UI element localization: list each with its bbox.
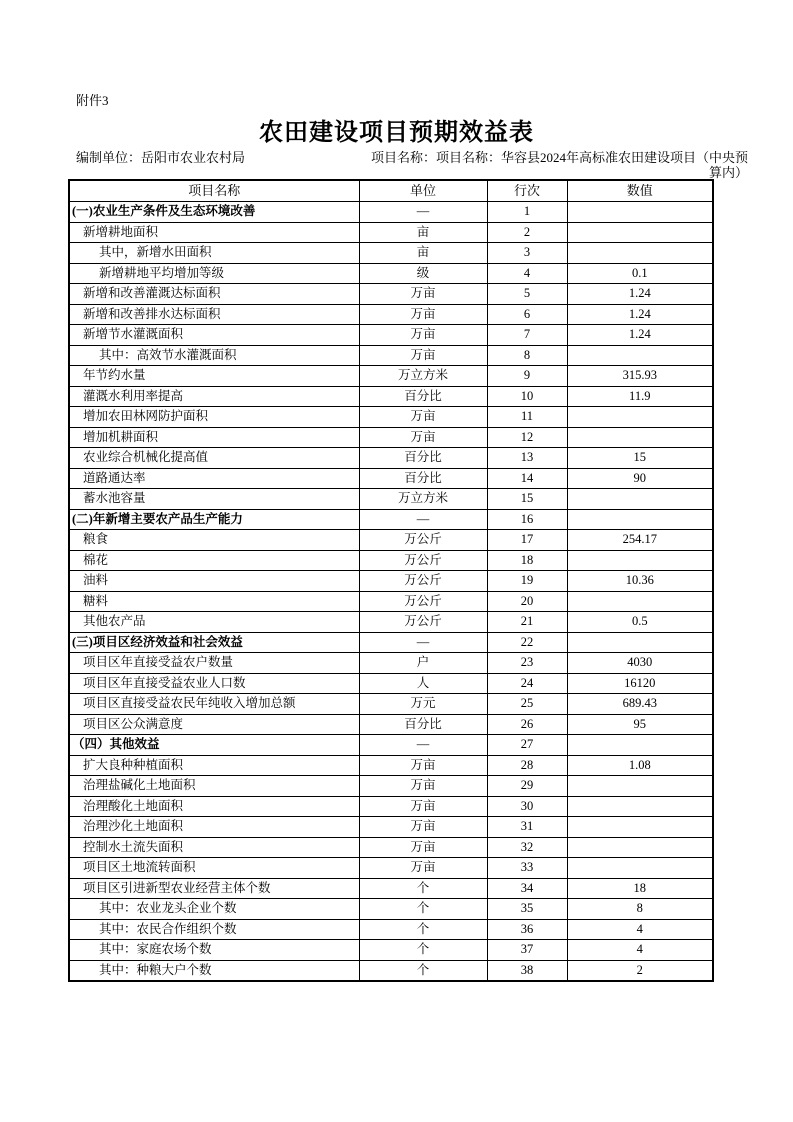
table-row (69, 509, 713, 530)
line-number-cell: 17 (487, 530, 567, 551)
unit-cell: 万亩 (359, 776, 487, 797)
table-row (69, 694, 713, 715)
table-row (69, 899, 713, 920)
value-cell (567, 632, 713, 653)
value-cell: 4 (567, 940, 713, 961)
line-number-cell: 33 (487, 858, 567, 879)
unit-cell: 万亩 (359, 755, 487, 776)
table-row (69, 755, 713, 776)
item-name-cell: 控制水土流失面积 (69, 837, 359, 858)
value-cell: 2 (567, 960, 713, 981)
col-header-value: 数值 (567, 180, 713, 202)
value-cell: 15 (567, 448, 713, 469)
item-name-cell: 糖料 (69, 591, 359, 612)
table-row (69, 878, 713, 899)
line-number-cell: 37 (487, 940, 567, 961)
item-name-cell: 项目区年直接受益农户数量 (69, 653, 359, 674)
item-name-cell: 新增耕地面积 (69, 222, 359, 243)
value-cell: 95 (567, 714, 713, 735)
unit-cell: — (359, 509, 487, 530)
table-row (69, 735, 713, 756)
col-header-line-number: 行次 (487, 180, 567, 202)
item-name-cell: 粮食 (69, 530, 359, 551)
value-cell: 1.24 (567, 325, 713, 346)
unit-cell: 百分比 (359, 468, 487, 489)
item-name-cell: 项目区年直接受益农业人口数 (69, 673, 359, 694)
table-row (69, 222, 713, 243)
line-number-cell: 11 (487, 407, 567, 428)
item-name-cell: 项目区引进新型农业经营主体个数 (69, 878, 359, 899)
unit-cell: 万元 (359, 694, 487, 715)
value-cell: 1.24 (567, 284, 713, 305)
table-row (69, 591, 713, 612)
col-header-item-name: 项目名称 (69, 180, 359, 202)
line-number-cell: 23 (487, 653, 567, 674)
value-cell: 16120 (567, 673, 713, 694)
table-row (69, 919, 713, 940)
unit-cell: 万亩 (359, 407, 487, 428)
value-cell: 254.17 (567, 530, 713, 551)
item-name-cell: 其中：家庭农场个数 (69, 940, 359, 961)
table-row (69, 345, 713, 366)
value-cell (567, 550, 713, 571)
item-name-cell: 治理盐碱化土地面积 (69, 776, 359, 797)
line-number-cell: 10 (487, 386, 567, 407)
item-name-cell: 治理酸化土地面积 (69, 796, 359, 817)
line-number-cell: 14 (487, 468, 567, 489)
item-name-cell: 增加机耕面积 (69, 427, 359, 448)
item-name-cell: 其中：高效节水灌溉面积 (69, 345, 359, 366)
unit-cell: 万公斤 (359, 571, 487, 592)
unit-cell: 万亩 (359, 858, 487, 879)
value-cell (567, 837, 713, 858)
project-name-line-1: 项目名称：项目名称：华容县2024年高标准农田建设项目（中央预 (370, 150, 748, 165)
value-cell (567, 202, 713, 223)
table-row (69, 612, 713, 633)
item-name-cell: 油料 (69, 571, 359, 592)
item-name-cell: 新增和改善灌溉达标面积 (69, 284, 359, 305)
item-name-cell: 新增耕地平均增加等级 (69, 263, 359, 284)
unit-cell: 个 (359, 899, 487, 920)
value-cell (567, 345, 713, 366)
value-cell (567, 243, 713, 264)
line-number-cell: 18 (487, 550, 567, 571)
line-number-cell: 25 (487, 694, 567, 715)
table-row (69, 653, 713, 674)
item-name-cell: 新增节水灌溉面积 (69, 325, 359, 346)
item-name-cell: (三)项目区经济效益和社会效益 (69, 632, 359, 653)
item-name-cell: 棉花 (69, 550, 359, 571)
value-cell: 18 (567, 878, 713, 899)
item-name-cell: 扩大良种种植面积 (69, 755, 359, 776)
table-row (69, 263, 713, 284)
unit-cell: 万公斤 (359, 530, 487, 551)
table-row (69, 530, 713, 551)
value-cell (567, 222, 713, 243)
value-cell (567, 858, 713, 879)
table-row (69, 448, 713, 469)
benefit-table (68, 179, 714, 982)
value-cell (567, 817, 713, 838)
item-name-cell: 其中：农民合作组织个数 (69, 919, 359, 940)
value-cell: 0.1 (567, 263, 713, 284)
line-number-cell: 20 (487, 591, 567, 612)
unit-cell: 百分比 (359, 448, 487, 469)
unit-cell: 级 (359, 263, 487, 284)
value-cell (567, 427, 713, 448)
page-title: 农田建设项目预期效益表 (259, 120, 534, 146)
line-number-cell: 5 (487, 284, 567, 305)
value-cell (567, 591, 713, 612)
line-number-cell: 16 (487, 509, 567, 530)
table-row (69, 632, 713, 653)
value-cell: 10.36 (567, 571, 713, 592)
unit-cell: 万立方米 (359, 489, 487, 510)
unit-cell: 万公斤 (359, 612, 487, 633)
item-name-cell: 项目区公众满意度 (69, 714, 359, 735)
item-name-cell: 灌溉水利用率提高 (69, 386, 359, 407)
unit-cell: 个 (359, 960, 487, 981)
unit-cell: 万亩 (359, 837, 487, 858)
value-cell: 1.08 (567, 755, 713, 776)
table-row (69, 714, 713, 735)
line-number-cell: 30 (487, 796, 567, 817)
unit-cell: 人 (359, 673, 487, 694)
value-cell (567, 407, 713, 428)
unit-cell: 万亩 (359, 345, 487, 366)
value-cell: 0.5 (567, 612, 713, 633)
table-row (69, 858, 713, 879)
table-row (69, 427, 713, 448)
value-cell: 4 (567, 919, 713, 940)
value-cell: 11.9 (567, 386, 713, 407)
item-name-cell: 其中，新增水田面积 (69, 243, 359, 264)
item-name-cell: (二)年新增主要农产品生产能力 (69, 509, 359, 530)
line-number-cell: 24 (487, 673, 567, 694)
value-cell: 90 (567, 468, 713, 489)
item-name-cell: 道路通达率 (69, 468, 359, 489)
line-number-cell: 29 (487, 776, 567, 797)
table-row (69, 325, 713, 346)
line-number-cell: 8 (487, 345, 567, 366)
unit-cell: — (359, 202, 487, 223)
table-row (69, 940, 713, 961)
unit-cell: 万公斤 (359, 591, 487, 612)
unit-cell: 万亩 (359, 427, 487, 448)
value-cell: 1.24 (567, 304, 713, 325)
line-number-cell: 6 (487, 304, 567, 325)
unit-cell: — (359, 632, 487, 653)
item-name-cell: 新增和改善排水达标面积 (69, 304, 359, 325)
item-name-cell: 农业综合机械化提高值 (69, 448, 359, 469)
line-number-cell: 26 (487, 714, 567, 735)
line-number-cell: 31 (487, 817, 567, 838)
unit-cell: 万亩 (359, 284, 487, 305)
line-number-cell: 1 (487, 202, 567, 223)
item-name-cell: 其中：种粮大户个数 (69, 960, 359, 981)
value-cell: 8 (567, 899, 713, 920)
unit-cell: 百分比 (359, 714, 487, 735)
table-row (69, 284, 713, 305)
line-number-cell: 15 (487, 489, 567, 510)
value-cell (567, 489, 713, 510)
item-name-cell: 年节约水量 (69, 366, 359, 387)
table-row (69, 202, 713, 223)
line-number-cell: 34 (487, 878, 567, 899)
table-row (69, 776, 713, 797)
line-number-cell: 35 (487, 899, 567, 920)
table-row (69, 489, 713, 510)
unit-cell: 亩 (359, 243, 487, 264)
unit-cell: — (359, 735, 487, 756)
meta-row (76, 151, 748, 180)
line-number-cell: 22 (487, 632, 567, 653)
item-name-cell: 项目区土地流转面积 (69, 858, 359, 879)
item-name-cell: 其中：农业龙头企业个数 (69, 899, 359, 920)
line-number-cell: 13 (487, 448, 567, 469)
value-cell: 315.93 (567, 366, 713, 387)
unit-cell: 万亩 (359, 796, 487, 817)
prepared-by-label: 编制单位：岳阳市农业农村局 (76, 150, 246, 165)
item-name-cell: 其他农产品 (69, 612, 359, 633)
line-number-cell: 7 (487, 325, 567, 346)
value-cell: 4030 (567, 653, 713, 674)
table-row (69, 386, 713, 407)
line-number-cell: 36 (487, 919, 567, 940)
line-number-cell: 2 (487, 222, 567, 243)
attachment-note: 附件3 (76, 93, 109, 108)
unit-cell: 万亩 (359, 304, 487, 325)
table-row (69, 837, 713, 858)
unit-cell: 户 (359, 653, 487, 674)
unit-cell: 万立方米 (359, 366, 487, 387)
value-cell: 689.43 (567, 694, 713, 715)
unit-cell: 个 (359, 940, 487, 961)
project-name-line-2: 算内） (708, 164, 748, 180)
item-name-cell: 项目区直接受益农民年纯收入增加总额 (69, 694, 359, 715)
line-number-cell: 21 (487, 612, 567, 633)
table-row (69, 550, 713, 571)
item-name-cell: 蓄水池容量 (69, 489, 359, 510)
item-name-cell: （四）其他效益 (69, 735, 359, 756)
table-row (69, 571, 713, 592)
line-number-cell: 28 (487, 755, 567, 776)
value-cell (567, 776, 713, 797)
unit-cell: 亩 (359, 222, 487, 243)
value-cell (567, 735, 713, 756)
line-number-cell: 27 (487, 735, 567, 756)
table-row (69, 673, 713, 694)
value-cell (567, 796, 713, 817)
line-number-cell: 12 (487, 427, 567, 448)
item-name-cell: 增加农田林网防护面积 (69, 407, 359, 428)
unit-cell: 万亩 (359, 325, 487, 346)
table-row (69, 796, 713, 817)
table-row (69, 817, 713, 838)
line-number-cell: 9 (487, 366, 567, 387)
table-header-row (69, 180, 713, 202)
benefit-table-body (69, 202, 713, 982)
project-name-label (371, 151, 748, 180)
line-number-cell: 4 (487, 263, 567, 284)
value-cell (567, 509, 713, 530)
table-row (69, 243, 713, 264)
unit-cell: 个 (359, 919, 487, 940)
unit-cell: 个 (359, 878, 487, 899)
line-number-cell: 38 (487, 960, 567, 981)
item-name-cell: 治理沙化土地面积 (69, 817, 359, 838)
line-number-cell: 19 (487, 571, 567, 592)
item-name-cell: (一)农业生产条件及生态环境改善 (69, 202, 359, 223)
table-row (69, 468, 713, 489)
line-number-cell: 32 (487, 837, 567, 858)
unit-cell: 百分比 (359, 386, 487, 407)
unit-cell: 万亩 (359, 817, 487, 838)
table-row (69, 366, 713, 387)
line-number-cell: 3 (487, 243, 567, 264)
table-row (69, 304, 713, 325)
col-header-unit: 单位 (359, 180, 487, 202)
table-row (69, 407, 713, 428)
table-row (69, 960, 713, 981)
unit-cell: 万公斤 (359, 550, 487, 571)
